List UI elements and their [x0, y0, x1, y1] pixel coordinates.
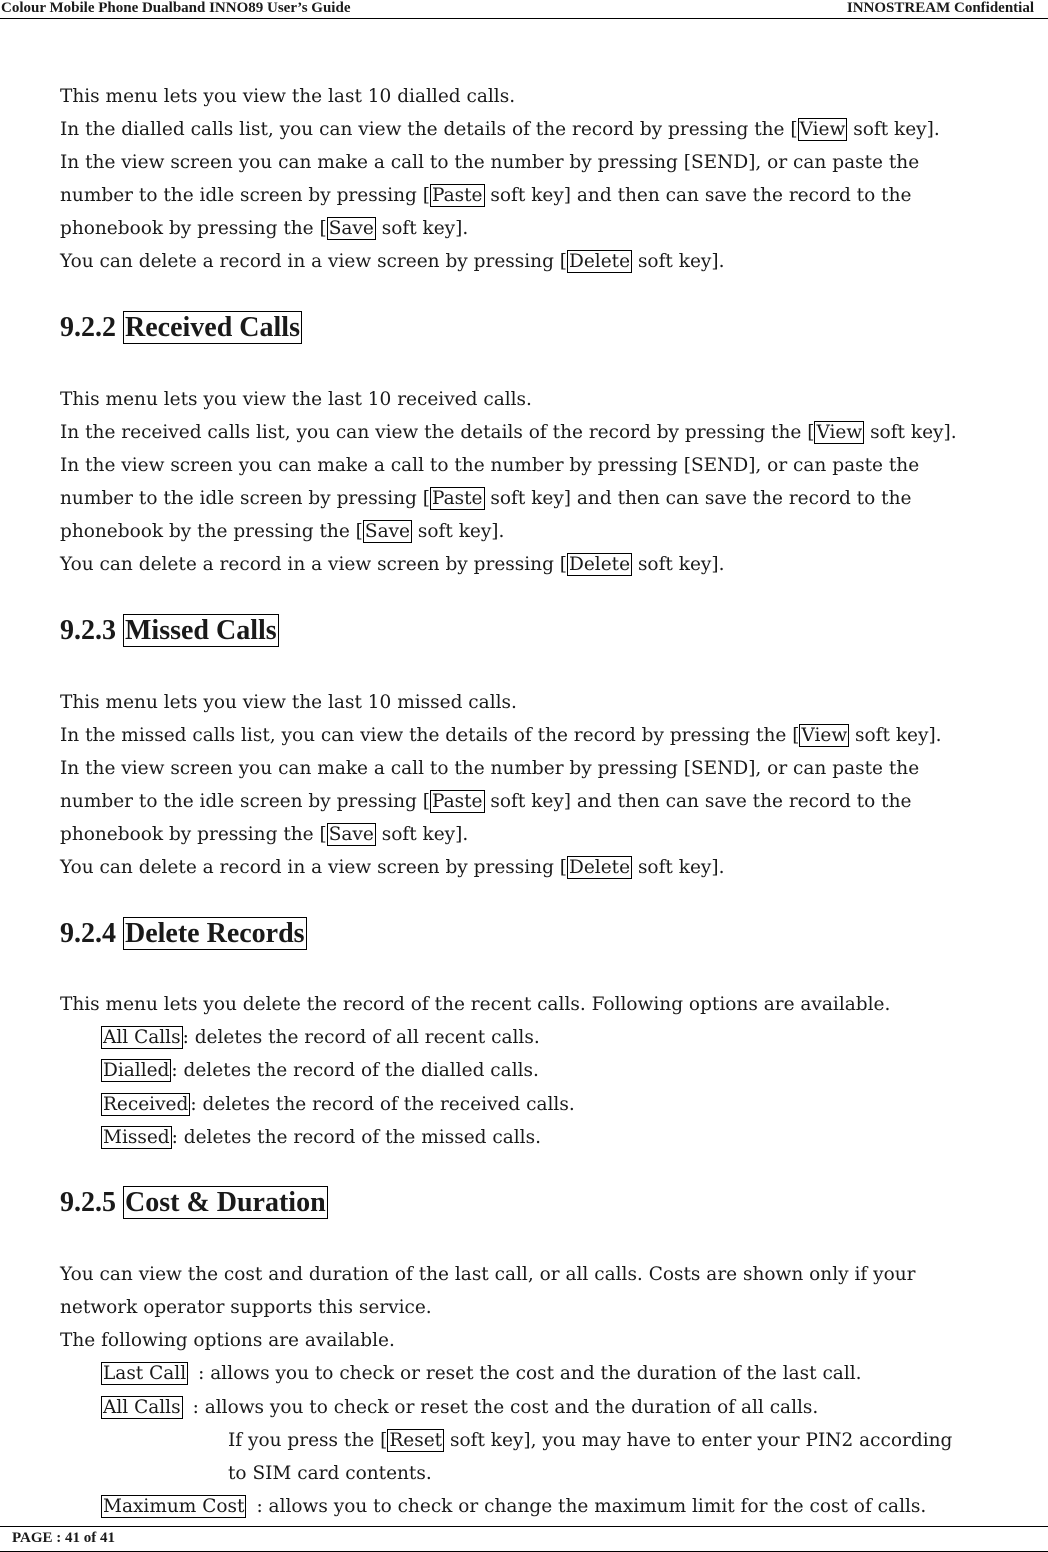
cost-line-3: The following options are available. [60, 1330, 395, 1351]
view-key: View [816, 422, 863, 443]
dialled-line-2: In the dialled calls list, you can view the details of the record by pressing the [ View soft key]. [60, 119, 940, 140]
document-title: Colour Mobile Phone Dualband INNO89 User’s Guide [1, 0, 351, 16]
save-key: Save [364, 521, 411, 542]
save-key: Save [328, 824, 374, 845]
delete-option: All Calls : deletes the record of all recent calls. [103, 1027, 540, 1048]
view-key: View [801, 725, 848, 746]
delete-key: Delete [569, 251, 631, 272]
dialled-line-1: This menu lets you view the last 10 dialled calls. [60, 86, 516, 107]
delete-option: Received : deletes the record of the received calls. [103, 1094, 575, 1115]
delete-option: Missed : deletes the record of the missed calls. [103, 1127, 541, 1148]
missed-line-6: You can delete a record in a view screen by pressing [ Delete soft key]. [60, 857, 725, 878]
dialled-line-3: In the view screen you can make a call to the number by pressing [SEND], or can paste the [60, 152, 920, 173]
cost-option: Last Call : allows you to check or reset the cost and the duration of the last call. [103, 1363, 862, 1384]
missed-line-5: phonebook by pressing the [ Save soft key]. [60, 824, 469, 845]
cost-line-1: You can view the cost and duration of the last call, or all calls. Costs are shown only if your [60, 1264, 916, 1285]
missed-line-1: This menu lets you view the last 10 missed calls. [60, 692, 517, 713]
received-line-4: number to the idle screen by pressing [ Paste soft key] and then can save the record to the [60, 488, 912, 509]
confidential-label: INNOSTREAM Confidential [846, 0, 1034, 16]
paste-key: Paste [431, 791, 483, 812]
cost-option: All Calls : allows you to check or reset the cost and the duration of all calls. [103, 1397, 819, 1418]
missed-heading: 9.2.3 Missed Calls [60, 615, 277, 646]
save-key: Save [328, 218, 374, 239]
delete-records-heading: 9.2.4 Delete Records [60, 918, 305, 949]
page-number: PAGE : 41 of 41 [12, 1530, 116, 1546]
missed-line-2: In the missed calls list, you can view the details of the record by pressing the [ View soft key]. [60, 725, 942, 746]
received-line-5: phonebook by the pressing the [ Save soft key]. [60, 521, 505, 542]
page-footer [0, 1526, 1048, 1552]
reset-key: Reset [389, 1430, 443, 1451]
paste-key: Paste [431, 488, 483, 509]
delete-key: Delete [569, 554, 631, 575]
cost-duration-heading: 9.2.5 Cost & Duration [60, 1187, 326, 1218]
delete-records-intro: This menu lets you delete the record of the recent calls. Following options are available. [60, 994, 891, 1015]
paste-key: Paste [431, 185, 483, 206]
delete-option: Dialled : deletes the record of the dialled calls. [103, 1060, 539, 1081]
delete-key: Delete [569, 857, 631, 878]
received-heading: 9.2.2 Received Calls [60, 312, 300, 343]
dialled-line-4: number to the idle screen by pressing [ Paste soft key] and then can save the record to the [60, 185, 912, 206]
received-line-1: This menu lets you view the last 10 received calls. [60, 389, 532, 410]
received-line-3: In the view screen you can make a call to the number by pressing [SEND], or can paste the [60, 455, 920, 476]
view-key: View [799, 119, 846, 140]
cost-note-line-1: If you press the [ Reset soft key], you may have to enter your PIN2 according [228, 1430, 953, 1451]
missed-line-4: number to the idle screen by pressing [ Paste soft key] and then can save the record to the [60, 791, 912, 812]
dialled-line-6: You can delete a record in a view screen by pressing [ Delete soft key]. [60, 251, 725, 272]
cost-note-line-2: to SIM card contents. [228, 1463, 432, 1484]
missed-line-3: In the view screen you can make a call to the number by pressing [SEND], or can paste the [60, 758, 920, 779]
received-line-6: You can delete a record in a view screen by pressing [ Delete soft key]. [60, 554, 725, 575]
cost-line-2: network operator supports this service. [60, 1297, 432, 1318]
send-key: SEND [691, 758, 749, 779]
cost-option: Maximum Cost : allows you to check or change the maximum limit for the cost of calls. [103, 1496, 927, 1517]
received-line-2: In the received calls list, you can view the details of the record by pressing the [ View soft key]. [60, 422, 957, 443]
send-key: SEND [691, 455, 749, 476]
send-key: SEND [691, 152, 749, 173]
dialled-line-5: phonebook by pressing the [ Save soft key]. [60, 218, 469, 239]
pin2-label: PIN2 [805, 1430, 854, 1451]
page-header [0, 0, 1048, 19]
